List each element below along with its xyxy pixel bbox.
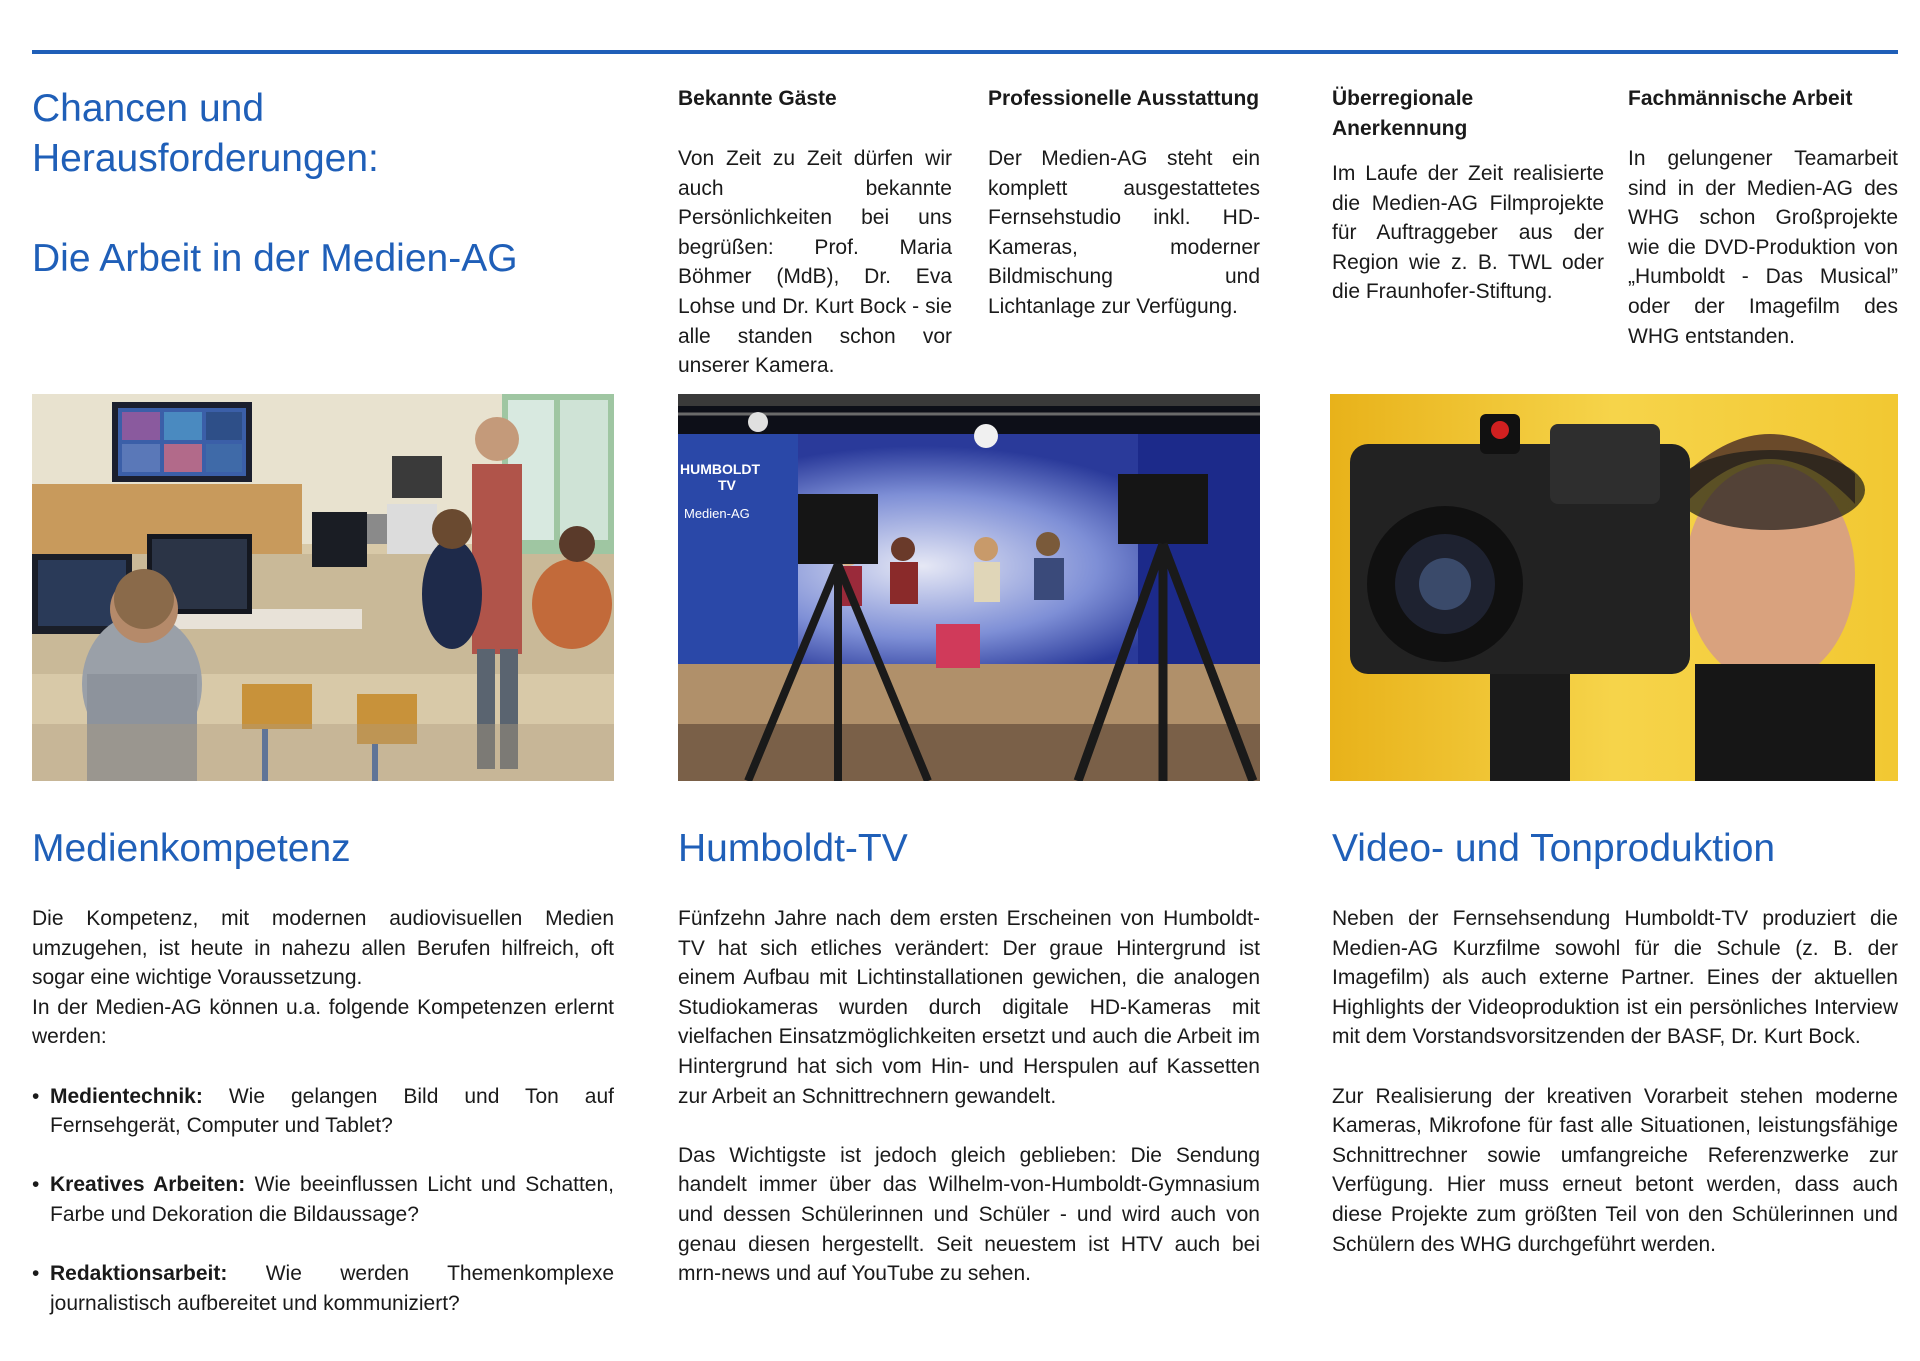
competence-list [32,1082,614,1319]
competence-term: Redaktionsarbeit: [50,1262,228,1286]
feature-text: Im Laufe der Zeit realisierte die Medien-AG Filmprojekte für Auftraggeber aus der Region wie z. B. TWL oder die Fraunhofer-Stiftung. [1332,162,1604,304]
feature-text: In gelungener Teamarbeit sind in der Medien-AG des WHG schon Großprojekte wie die DVD-Produktion von „Humboldt - Das Musical” oder der Imagefilm des WHG entstanden. [1628,147,1898,348]
competence-text: Wie werden Themenkomplexe journalistisch aufbereitet und kommuniziert? [50,1262,614,1315]
competence-text: Wie gelangen Bild und Ton auf Fernsehgerät, Computer und Tablet? [50,1084,614,1138]
heading-line-3: Die Arbeit in der Medien-AG [32,237,518,280]
heading-line-2: Herausforderungen: [32,137,379,180]
video-ton-paragraph-2: Zur Realisierung der kreativen Vorarbeit stehen moderne Kameras, Mikrofone für fast alle Situationen, leistungsfähige Schnittrechner sowie umfangreiche Referenzwerke zur Verfügung. Hier muss erneut betont werden, dass auch diese Projekte zum größten Teil von den Schülerinnen und Schülern des WHG durchgeführt werden. [1332,1084,1898,1256]
competence-item [32,1082,614,1141]
competence-item [32,1170,614,1229]
photo-camera-operator [1330,394,1898,781]
medienkompetenz-intro-1: Die Kompetenz, mit modernen audiovisuellen Medien umzugehen, ist heute in nahezu allen Berufen hilfreich, oft sogar eine wichtige Voraussetzung. [32,907,614,990]
video-ton-paragraph-1: Neben der Fernsehsendung Humboldt-TV produziert die Medien-AG Kurzfilme sowohl für die Schule (z. B. der Imagefilm) als auch externe Partner. Eines der aktuellen Highlights der Videoproduktion ist ein persönliches Interview mit dem Vorstandsvorsitzenden der BASF, Dr. Kurt Bock. [1332,907,1898,1049]
studio-sign-line-1: HUMBOLDT [680,461,761,477]
feature-recognition [1332,84,1604,307]
competence-item [32,1259,614,1318]
feature-text: Der Medien-AG steht ein komplett ausgestattetes Fernsehstudio inkl. HD-Kameras, moderner Bildmischung und Lichtanlage zur Verfügung. [988,147,1260,318]
heading-line-1: Chancen und [32,87,265,130]
photo-editing-room [32,394,614,781]
section-title-video-ton: Video- und Tonproduktion [1332,827,1776,870]
section-title-medienkompetenz: Medienkompetenz [32,827,351,870]
studio-sign-line-2: TV [718,477,736,493]
feature-expert-work [1628,84,1898,351]
competence-term: Medientechnik: [50,1084,203,1108]
photo-tv-studio [678,394,1260,781]
humboldt-tv-body [678,904,1260,1289]
competence-term: Kreatives Arbeiten: [50,1173,246,1197]
feature-title: Fachmännische Arbeit [1628,87,1853,110]
page-heading [32,84,518,284]
humboldt-tv-paragraph-1: Fünfzehn Jahre nach dem ersten Erscheinen von Humboldt-TV hat sich etliches verändert: Der graue Hintergrund ist einem Aufbau mit Lichtinstallationen gewichen, die analogen Studiokameras wurden durch digitale HD-Kameras mit vielfachen Einsatzmöglichkeiten ersetzt und auch die Arbeit im Hintergrund hat sich vom Hin- und Herspulen auf Kassetten zur Arbeit an Schnittrechnern gewandelt. [678,907,1260,1108]
feature-equipment [988,84,1260,322]
video-ton-body [1332,904,1898,1259]
studio-sign-line-3: Medien-AG [684,506,750,521]
feature-guests [678,84,952,381]
medienkompetenz-body [32,904,614,1348]
feature-text: Von Zeit zu Zeit dürfen wir auch bekannte Persönlichkeiten bei uns begrüßen: Prof. Maria Böhmer (MdB), Dr. Eva Lohse und Dr. Kurt Bock - sie alle standen schon vor unserer Kamera. [678,147,952,378]
feature-title: Professionelle Ausstattung [988,87,1260,110]
feature-title: Überregionale Anerkennung [1332,87,1474,140]
top-rule [32,50,1898,54]
feature-title: Bekannte Gäste [678,87,837,110]
competence-text: Wie beeinflussen Licht und Schatten, Farbe und Dekoration die Bildaussage? [50,1173,614,1226]
humboldt-tv-paragraph-2: Das Wichtigste ist jedoch gleich geblieben: Die Sendung handelt immer über das Wilhelm-von-Humboldt-Gymnasium und dessen Schülerinnen und Schüler - und wird auch von genau diesen hergestellt. Seit neuestem ist HTV auch bei mrn-news und auf YouTube zu sehen. [678,1143,1260,1286]
medienkompetenz-intro-2: In der Medien-AG können u.a. folgende Kompetenzen erlernt werden: [32,995,614,1049]
section-title-humboldt-tv: Humboldt-TV [678,827,908,870]
